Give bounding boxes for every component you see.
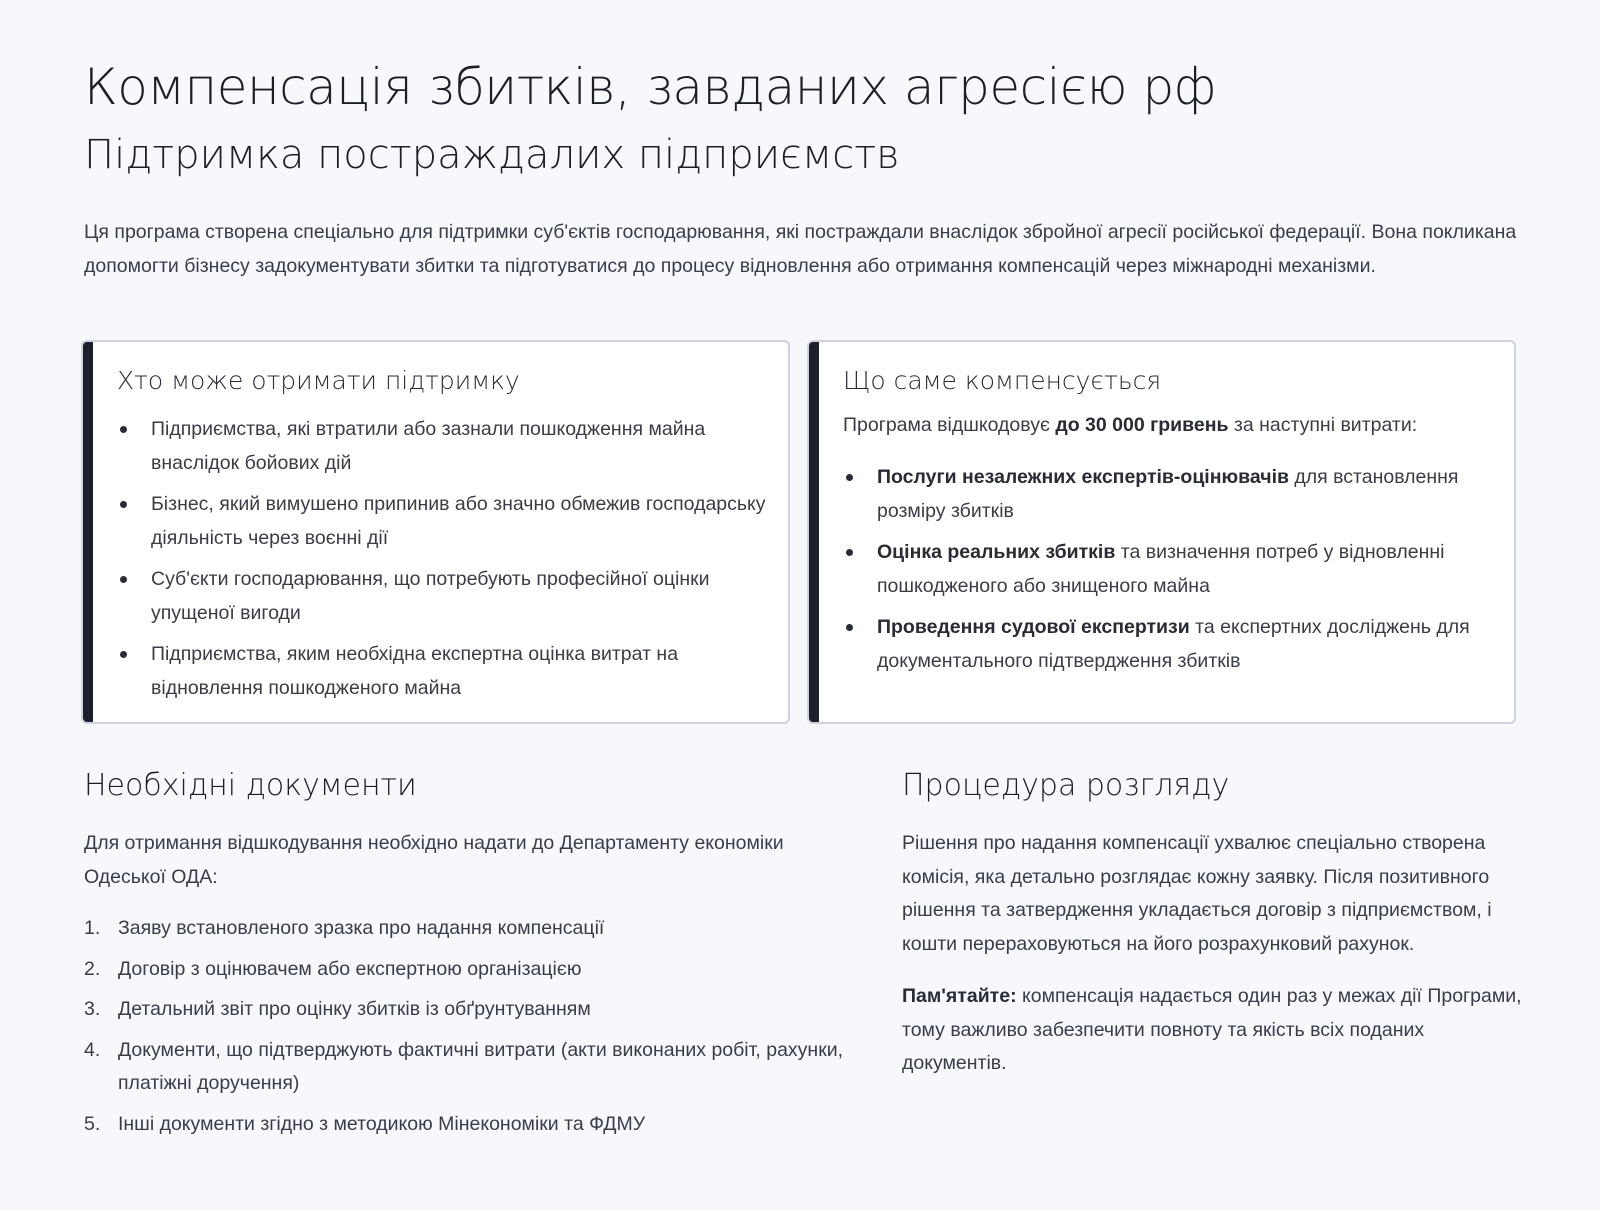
- document-item-number: 3.: [84, 998, 101, 1020]
- compensation-lead-start: Програма відшкодовує: [843, 414, 1056, 436]
- intro-paragraph: Ця програма створена спеціально для підтримки суб'єктів господарювання, які постраждали внаслідок збройної агресії російської федерації. Вона покликана допомогти бізнесу задокументувати збитки та підготуватися до процесу відновлення або отримання компенсацій через міжнародні механізми.: [84, 221, 1517, 277]
- document-item: [84, 912, 844, 946]
- compensation-card: [807, 340, 1516, 724]
- documents-section: [84, 768, 844, 1148]
- document-item-number: 2.: [84, 957, 101, 980]
- page-subtitle: Підтримка постраждалих підприємств: [84, 132, 900, 178]
- document-item-text: Документи, що підтверджують фактичні витрати (акти виконаних робіт, рахунки, платіжні доручення): [118, 1038, 844, 1094]
- procedure-note-label: Пам'ятайте:: [902, 985, 1017, 1007]
- document-item-text: Детальний звіт про оцінку збитків із обґрунтуванням: [118, 998, 591, 1020]
- eligibility-item: Суб'єкти господарювання, що потребують професійної оцінки упущеної вигоди: [117, 562, 767, 630]
- eligibility-item: Бізнес, який вимушено припинив або значно обмежив господарську діяльність через воєнні дії: [117, 487, 767, 555]
- eligibility-item: Підприємства, які втратили або зазнали пошкодження майна внаслідок бойових дій: [117, 412, 767, 480]
- document-item-text: Заяву встановленого зразка про надання компенсації: [118, 917, 605, 939]
- document-item: [84, 953, 844, 987]
- procedure-section: [902, 768, 1522, 1081]
- compensation-lead-end: за наступні витрати:: [1228, 414, 1418, 436]
- compensation-item-text: та експертних досліджень для документального підтвердження збитків: [877, 616, 1470, 672]
- document-item: [84, 993, 844, 1027]
- compensation-list: [843, 460, 1493, 685]
- eligibility-card: [81, 340, 790, 724]
- document-item: [84, 1108, 844, 1142]
- procedure-heading: Процедура розгляду: [902, 768, 1230, 803]
- document-item-text: Договір з оцінювачем або експертною організацією: [118, 957, 582, 980]
- document-item-number: 5.: [84, 1112, 101, 1135]
- procedure-note: [902, 980, 1522, 1081]
- compensation-lead: [843, 414, 1417, 437]
- compensation-item-title: Оцінка реальних збитків: [877, 541, 1116, 563]
- documents-heading: Необхідні документи: [84, 768, 417, 803]
- card-accent-bar: [809, 342, 819, 722]
- compensation-heading: Що саме компенсується: [843, 366, 1162, 395]
- procedure-note-text: компенсація надається один раз у межах дії Програми, тому важливо забезпечити повноту та якість всіх поданих документів.: [902, 985, 1522, 1074]
- compensation-item-text: та визначення потреб у відновленні пошкодженого або знищеного майна: [877, 541, 1445, 597]
- documents-list: [84, 912, 844, 1141]
- document-item: [84, 1034, 844, 1101]
- documents-lead: Для отримання відшкодування необхідно надати до Департаменту економіки Одеської ОДА:: [84, 832, 784, 888]
- compensation-item: [843, 460, 1493, 528]
- document-item-number: 1.: [84, 917, 101, 939]
- compensation-amount: до 30 000 гривень: [1055, 414, 1229, 436]
- compensation-item: [843, 535, 1493, 603]
- eligibility-list: [117, 412, 767, 712]
- page-title: Компенсація збитків, завданих агресією рф: [84, 58, 1216, 116]
- procedure-text: Рішення про надання компенсації ухвалює спеціально створена комісія, яка детально розглядає кожну заявку. Після позитивного рішення та затвердження укладається договір з підприємством, і кошти перераховуються на його розрахунковий рахунок.: [902, 832, 1492, 955]
- document-item-number: 4.: [84, 1038, 101, 1061]
- compensation-item-title: Проведення судової експертизи: [877, 616, 1190, 638]
- compensation-item-text: для встановлення розміру збитків: [877, 466, 1459, 522]
- card-accent-bar: [83, 342, 93, 722]
- eligibility-item: Підприємства, яким необхідна експертна оцінка витрат на відновлення пошкодженого майна: [117, 637, 767, 705]
- eligibility-heading: Хто може отримати підтримку: [117, 366, 520, 395]
- compensation-item: [843, 610, 1493, 678]
- document-item-text: Інші документи згідно з методикою Мінекономіки та ФДМУ: [118, 1112, 646, 1135]
- compensation-item-title: Послуги незалежних експертів-оцінювачів: [877, 466, 1289, 488]
